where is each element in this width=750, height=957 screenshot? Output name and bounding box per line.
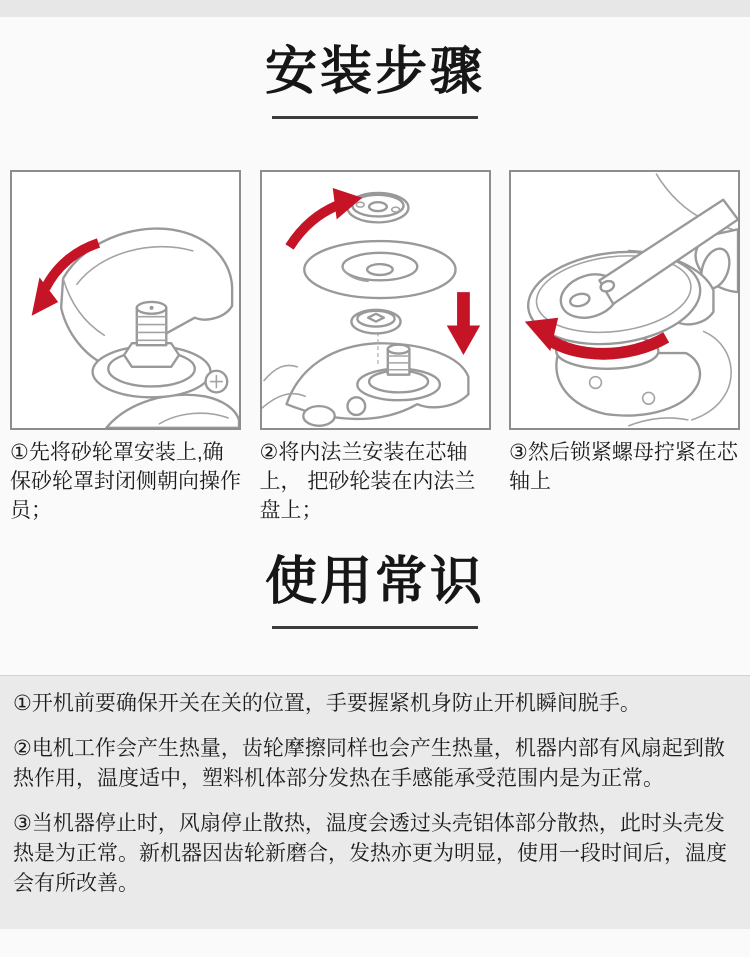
usage-notes-box xyxy=(0,675,750,929)
install-steps-row xyxy=(10,170,740,531)
previous-section-edge xyxy=(0,0,750,17)
step-3-illustration xyxy=(509,170,740,430)
step-2-illustration xyxy=(260,170,491,430)
step-2-caption: ②将内法兰安装在芯轴上， 把砂轮装在内法兰盘上； xyxy=(259,441,476,522)
wheel-guard-drawing xyxy=(12,172,239,428)
insert-arrow-icon xyxy=(289,188,362,247)
step-1-illustration xyxy=(10,170,241,430)
usage-note-2: ②电机工作会产生热量，齿轮摩擦同样也会产生热量，机器内部有风扇起到散热作用，温度适中，塑料机体部分发热在手感能承受范围内是为正常。 xyxy=(13,737,725,790)
install-step-3 xyxy=(509,170,740,531)
usage-note-1: ①开机前要确保开关在关的位置，手要握紧机身防止开机瞬间脱手。 xyxy=(13,692,641,715)
usage-note-3: ③当机器停止时，风扇停止散热，温度会透过头壳铝体部分散热，此时头壳发热是为正常。新机器因齿轮新磨合，发热亦更为明显，使用一段时间后，温度会有所改善。 xyxy=(13,812,727,895)
install-step-2 xyxy=(260,170,491,531)
tighten-nut-drawing xyxy=(511,172,738,428)
usage-section-title: 使用常识 xyxy=(264,553,485,611)
exploded-parts-drawing xyxy=(262,172,489,428)
install-section-title: 安装步骤 xyxy=(264,43,485,101)
step-3-caption: ③然后锁紧螺母拧紧在芯轴上 xyxy=(509,441,738,493)
step-1-caption: ①先将砂轮罩安装上,确保砂轮罩封闭侧朝向操作员； xyxy=(10,441,241,522)
title-underline xyxy=(272,116,478,119)
title-underline-2 xyxy=(272,626,478,629)
down-arrow-icon xyxy=(446,292,479,355)
install-step-1 xyxy=(10,170,241,531)
